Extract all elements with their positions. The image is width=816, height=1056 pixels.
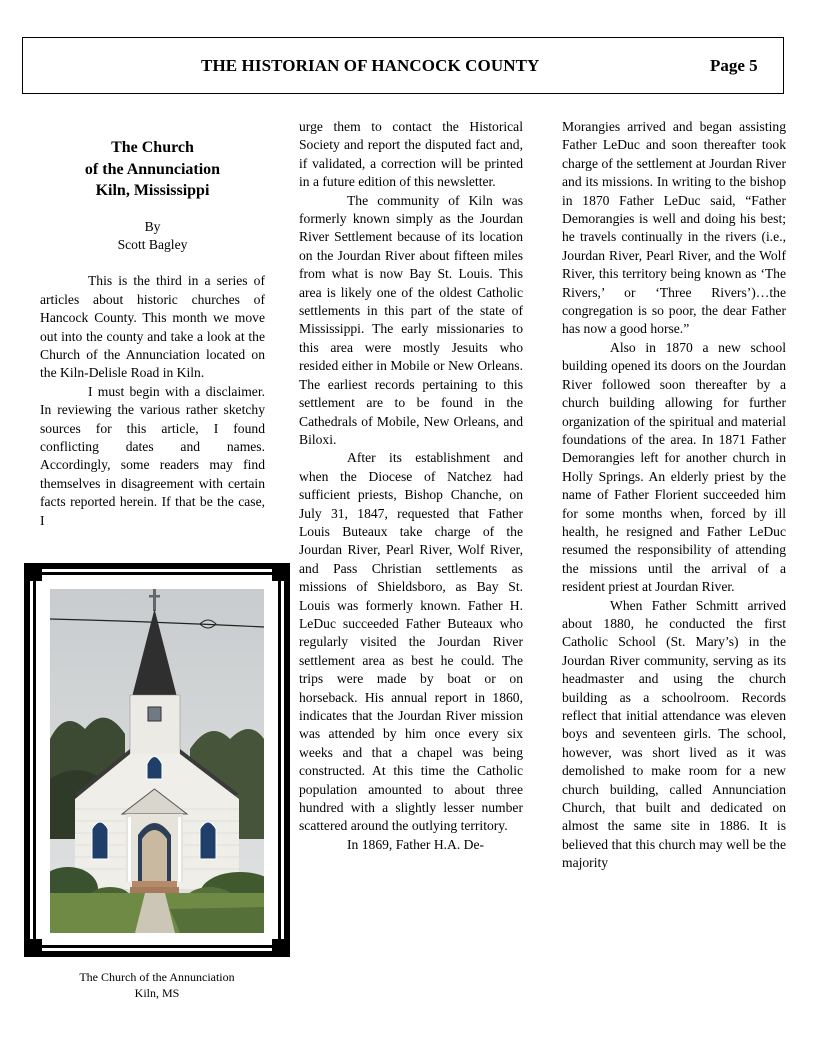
article-title-line: Kiln, Mississippi [95, 182, 210, 199]
paragraph: I must begin with a disclaimer. In reviewing the various rather sketchy sources for this article, I found conflicting dates and names. Accordingly, some readers may find themselves in disagreement with certain facts reported herein. If that be the case, I [40, 383, 265, 528]
byline-by: By [144, 218, 161, 234]
photo-frame [24, 563, 290, 957]
paragraph: urge them to contact the Historical Society and report the disputed fact and, if validated, a correction will be printed in a future edition of this newsletter. [299, 119, 523, 190]
byline [40, 218, 265, 255]
column-3 [562, 118, 786, 873]
paragraph: Also in 1870 a new school building opened its doors on the Jourdan River followed soon thereafter by a church building allowing for further organization of the spiritual and material foundations of the area. In 1871 Father Demorangies left for another church in Holly Springs. An elderly priest by the name of Father Florient succeeded him for some months when, forced by ill health, he resigned and Father LeDuc resumed the responsibility of attending the missions until the arrival of a resident priest at Jourdan River. [562, 339, 786, 595]
caption-line: Kiln, MS [134, 985, 180, 1000]
paragraph: Morangies arrived and began assisting Father LeDuc and soon thereafter took charge of the settlement at Jourdan River and its missions. In writing to the bishop in 1870 Father LeDuc said, “Father Demorangies is well and doing his best; he travels continually in the rivers (i.e., Jourdan River, Pearl River, and the Wolf River, this territory being known as ‘The Rivers,’ or ‘Three Rivers’)…the congregation is so poor, the dear Father has now a good horse.” [562, 119, 786, 337]
article-title [40, 137, 265, 202]
article-title-line: of the Annunciation [84, 160, 221, 178]
article-title-line: The Church [111, 139, 194, 156]
page-header [22, 37, 784, 94]
column-2 [299, 118, 523, 854]
frame-corner [24, 563, 42, 581]
photo-caption [24, 970, 290, 1001]
caption-line: The Church of the Annunciation [79, 970, 235, 984]
paragraph: This is the third in a series of articles about historic churches of Hancock County. This month we move out into the county and take a look at the Church of the Annunciation located on the Kiln-Delisle Road in Kiln. [40, 273, 265, 381]
newsletter-title: THE HISTORIAN OF HANCOCK COUNTY [201, 56, 540, 75]
church-photo [50, 589, 264, 933]
frame-corner [272, 563, 290, 581]
paragraph: After its establishment and when the Diocese of Natchez had sufficient priests, Bishop Chanche, on July 31, 1847, requested that Father Louis Buteaux take charge of the Jourdan River, Pearl River, Wolf River, and Pass Christian settlements as missions of Shieldsboro, as Bay St. Louis was formerly known. Father H. LeDuc succeeded Father Buteaux who regularly visited the Jourdan River settlement area as best he could. The trips were made by boat or on horseback. His annual report in 1860, indicates that the Jourdan River mission was attended by him once every six weeks and that a chapel was being constructed. At this time the Catholic population amounted to about three hundred with a slightly lesser number scattered around the outlying territory. [299, 450, 523, 834]
paragraph: In 1869, Father H.A. De- [347, 836, 485, 852]
column-1 [40, 118, 265, 530]
frame-corner [24, 939, 42, 957]
paragraph: When Father Schmitt arrived about 1880, he conducted the first Catholic School (St. Mary’s) in the Jourdan River community, serving as its headmaster and using the church building as a schoolroom. Records reflect that initial attendance was eleven boys and seventeen girls. The school, however, was short lived as it was demolished to make room for a new church building, called Annunciation Church, that built and dedicated on almost the same site in 1886. It is believed that this church may well be the majority [562, 597, 786, 871]
byline-author: Scott Bagley [117, 236, 188, 252]
page-number: Page 5 [710, 56, 758, 75]
frame-corner [272, 939, 290, 957]
paragraph: The community of Kiln was formerly known simply as the Jourdan River Settlement because of its location on the Jourdan River about fifteen miles from what is now Bay St. Louis. This area is likely one of the oldest Catholic settlements in this part of the state of Mississippi. The early missionaries to this area were mostly Jesuits who resided either in Mobile or New Orleans. The earliest records pertaining to this settlement are to be found in the Cathedrals of Mobile, New Orleans, and Biloxi. [299, 192, 523, 447]
